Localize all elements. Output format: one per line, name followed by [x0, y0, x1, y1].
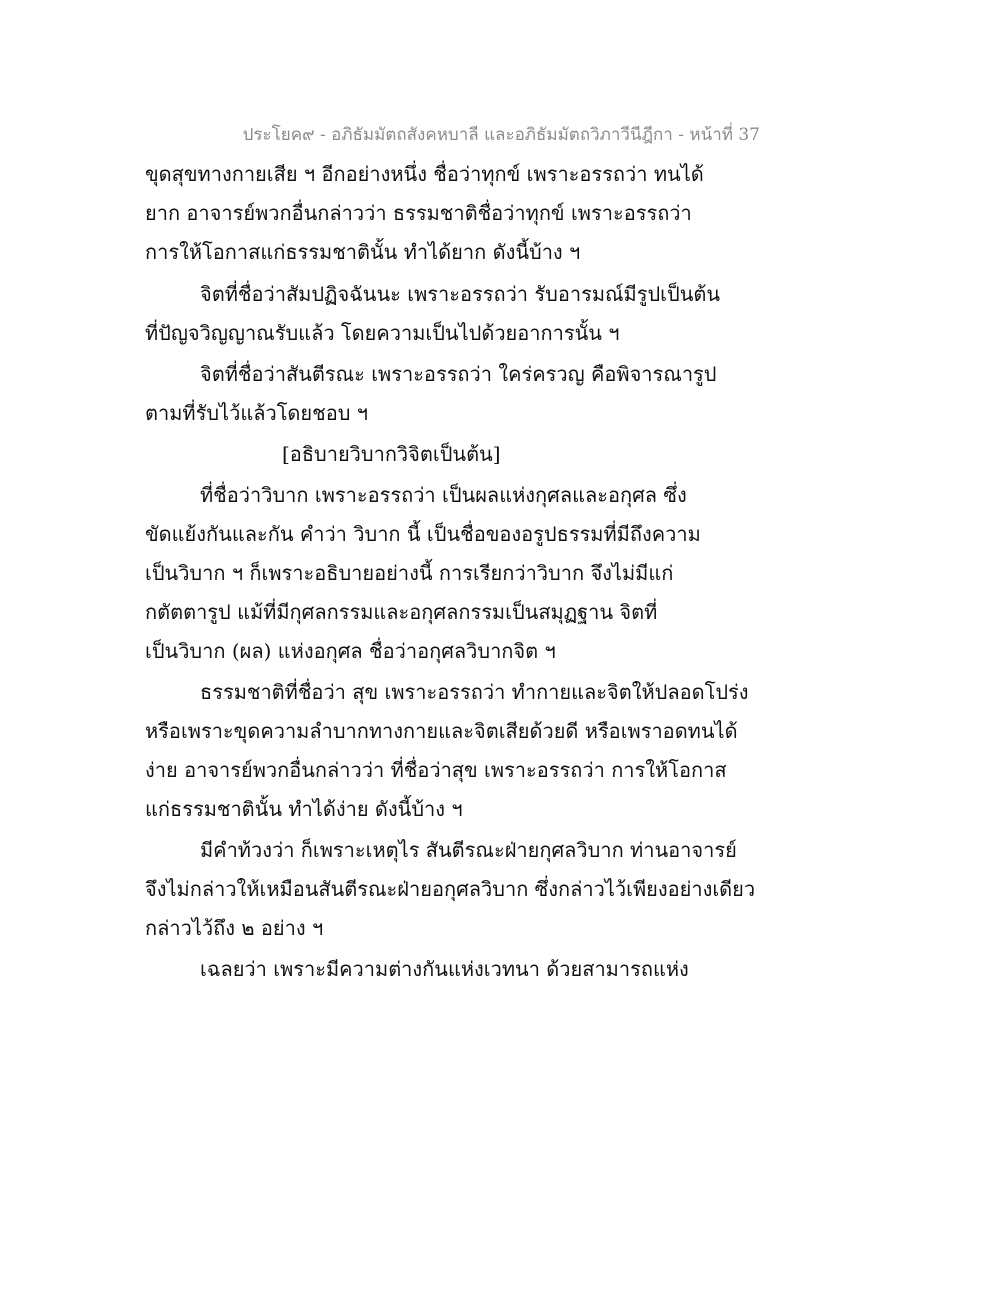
text-line: การให้โอกาสแก่ธรรมชาตินั้น ทำได้ยาก ดังนี้บ้าง ฯ [145, 240, 581, 264]
paragraph-start-line: มีคำท้วงว่า ก็เพราะเหตุไร สันตีรณะฝ่ายกุศลวิบาก ท่านอาจารย์ [200, 838, 737, 862]
text-line: หรือเพราะขุดความลำบากทางกายและจิตเสียด้วยดี หรือเพราอดทนได้ [145, 719, 738, 743]
text-line: ขุดสุขทางกายเสีย ฯ อีกอย่างหนึ่ง ชื่อว่าทุกข์ เพราะอรรถว่า ทนได้ [145, 162, 704, 186]
paragraph-start-line: จิตที่ชื่อว่าสันตีรณะ เพราะอรรถว่า ใคร่ครวญ คือพิจารณารูป [200, 362, 717, 386]
text-line: กตัตตารูป แม้ที่มีกุศลกรรมและอกุศลกรรมเป็นสมุฏฐาน จิตที่ [145, 600, 658, 624]
text-line: ง่าย อาจารย์พวกอื่นกล่าวว่า ที่ชื่อว่าสุข เพราะอรรถว่า การให้โอกาส [145, 758, 727, 782]
text-line: เป็นวิบาก ฯ ก็เพราะอธิบายอย่างนี้ การเรียกว่าวิบาก จึงไม่มีแก่ [145, 561, 674, 585]
paragraph-start-line: ธรรมชาติที่ชื่อว่า สุข เพราะอรรถว่า ทำกายและจิตให้ปลอดโปร่ง [200, 680, 749, 704]
text-line: เป็นวิบาก (ผล) แห่งอกุศล ชื่อว่าอกุศลวิบากจิต ฯ [145, 639, 556, 663]
text-line: ที่ปัญจวิญญาณรับแล้ว โดยความเป็นไปด้วยอาการนั้น ฯ [145, 321, 620, 345]
text-line: ยาก อาจารย์พวกอื่นกล่าวว่า ธรรมชาติชื่อว่าทุกข์ เพราะอรรถว่า [145, 201, 692, 225]
text-line: จึงไม่กล่าวให้เหมือนสันตีรณะฝ่ายอกุศลวิบาก ซึ่งกล่าวไว้เพียงอย่างเดียว [145, 877, 756, 901]
paragraph-start-line: เฉลยว่า เพราะมีความต่างกันแห่งเวทนา ด้วยสามารถแห่ง [200, 957, 689, 981]
text-line: ตามที่รับไว้แล้วโดยชอบ ฯ [145, 401, 369, 425]
page-header: ประโยค๙ - อภิธัมมัตถสังคหบาลี และอภิธัมมัตถวิภาวีนีฎีกา - หน้าที่ 37 [242, 125, 760, 145]
paragraph-start-line: ที่ชื่อว่าวิบาก เพราะอรรถว่า เป็นผลแห่งกุศลและอกุศล ซึ่ง [200, 483, 687, 507]
text-line: กล่าวไว้ถึง ๒ อย่าง ฯ [145, 916, 324, 940]
text-line: แก่ธรรมชาตินั้น ทำได้ง่าย ดังนี้บ้าง ฯ [145, 797, 463, 821]
text-line: ขัดแย้งกันและกัน คำว่า วิบาก นี้ เป็นชื่อของอรูปธรรมที่มีถึงความ [145, 522, 701, 546]
paragraph-start-line: จิตที่ชื่อว่าสัมปฏิจฉันนะ เพราะอรรถว่า รับอารมณ์มีรูปเป็นต้น [200, 282, 721, 306]
section-heading: [อธิบายวิบากวิจิตเป็นต้น] [282, 442, 501, 466]
